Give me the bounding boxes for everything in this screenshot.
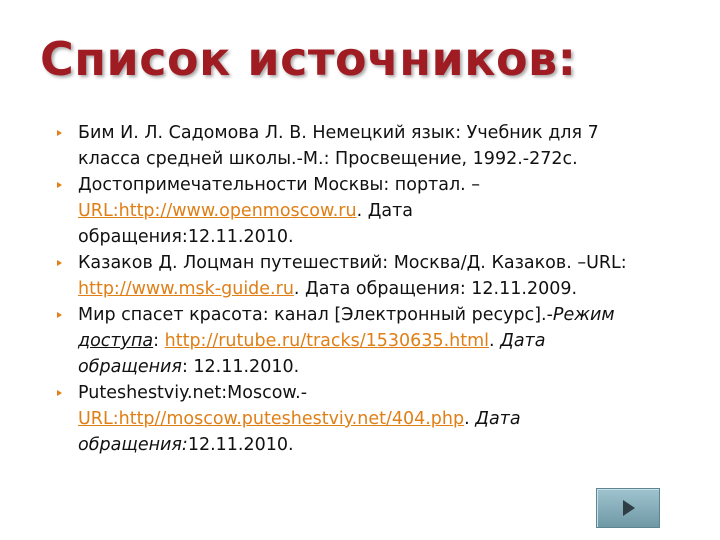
source-link[interactable]: URL:http//moscow.puteshestviy.net/404.php [78,409,465,429]
source-list [60,120,660,458]
item-text: : [153,331,165,351]
bullet-icon [56,259,64,267]
item-text: Puteshestviy.net:Moscow.- [78,383,308,403]
item-text: обращения:12.11.2010. [78,227,294,247]
item-text: . [464,409,476,429]
list-item [60,172,660,250]
access-mode-label: Режим [552,305,615,325]
bullet-icon [56,129,64,137]
item-text: Достопримечательности Москвы: портал. – [78,175,481,195]
play-next-icon [622,499,636,517]
next-slide-button[interactable] [596,488,660,528]
item-text: Мир спасет красота: канал [Электронный ресурс].- [78,305,553,325]
source-link[interactable]: http://www.msk-guide.ru [78,279,294,299]
list-item [60,250,660,302]
item-text: : 12.11.2010. [181,357,300,377]
list-item [60,302,660,380]
source-link[interactable]: URL:http://www.openmoscow.ru [78,201,357,221]
bullet-icon [56,181,64,189]
date-label: обращения [78,357,182,377]
item-text: Казаков Д. Лоцман путешествий: Москва/Д. Казаков. –URL: [78,253,627,273]
date-label: обращения: [78,435,188,455]
item-text: Бим И. Л. Садомова Л. В. Немецкий язык: Учебник для 7 [78,123,599,143]
item-text: класса средней школы.-М.: Просвещение, 1992.-272с. [78,149,578,169]
item-text: 12.11.2010. [187,435,294,455]
date-label: Дата [475,409,521,429]
item-text: . Дата обращения: 12.11.2009. [293,279,578,299]
list-item [60,380,660,458]
access-mode-label: доступа [78,331,154,351]
bullet-icon [56,389,64,397]
item-text: . [489,331,501,351]
list-item [60,120,660,172]
item-text: . Дата [356,201,414,221]
date-label: Дата [500,331,546,351]
bullet-icon [56,311,64,319]
slide-title: Список источников: [40,32,577,86]
source-link[interactable]: http://rutube.ru/tracks/1530635.html [164,331,490,351]
